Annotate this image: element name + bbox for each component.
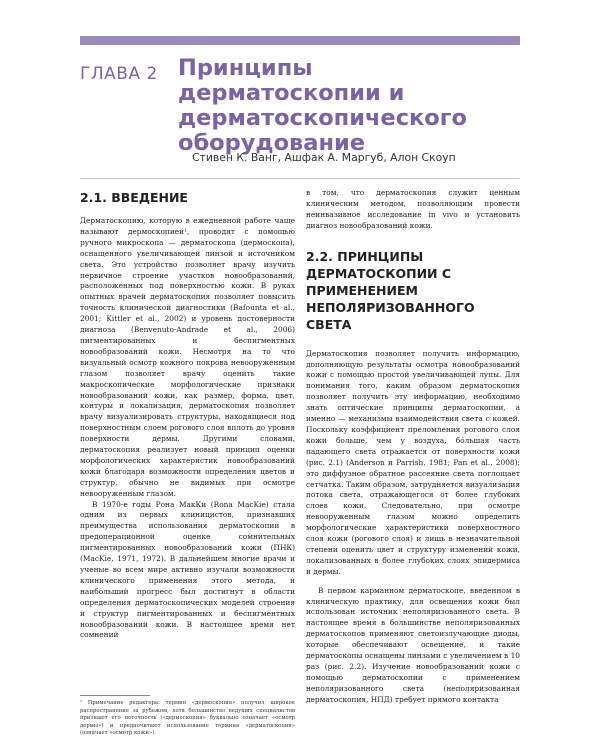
principles-paragraph-2: В первом карманном дерматоскопе, введенном в клиническую практику, для освещения кожи был использован источник неполяризованного света. В настоящее время в большинстве неполяризованных дерматоскопов применяют светоизлучающие диоды, которые обеспечивают освещение, и такие дерматоскопы оснащены линзами с увеличением в 10 раз (рис. 2.2). Изучение новообразований кожи с помощью дерматоскопии с применением неполяризованного света (неполяризованная дерматоскопия, НПД) требует прямого контакта [306, 585, 520, 704]
footnote-rule [80, 695, 150, 696]
chapter-label: ГЛАВА 2 [80, 64, 158, 84]
section-heading-principles: 2.2. ПРИНЦИПЫ ДЕРМАТОСКОПИИ С ПРИМЕНЕНИЕМ НЕПОЛЯРИЗОВАННОГО СВЕТА [306, 248, 475, 332]
footnote: ¹ Примечание редактора: термин «дермоскопия» получил широкое распространение за рубежом, хотя большинство ведущих специалистов признают его неточность («дермоскопия» буквально означает «осмотр дермы») и предпочитают использование термина «дерматоскопия» (означает «осмотр кожи»). [80, 700, 295, 737]
intro-paragraph-2: В 1970-е годы Рона МакКи (Rona MacKie) стала одним из первых клиницистов, признавших преимущества использования дерматоскопии в предоперационной оценке сомнительных пигментированных новообразований кожи (ПНК) (MacKie, 1971, 1972). В дальнейшем многие врачи и ученые во всем мире активно изучали возможности клинического применения этого метода, и наибольший прогресс был достигнут в области определения дерматоскопических моделей строения и структур пигментированных и беспигментных новообразований кожи. В настоящее время нет сомнений [80, 499, 295, 640]
authors-line: Стивен К. Ванг, Ашфак А. Маргуб, Алон Скоуп [192, 151, 456, 164]
principles-paragraph-1: Дерматоскопия позволяет получить информацию, дополняющую результаты осмотра новообразований кожи с помощью простой увеличивающей лупы. Для понимания того, каким образом дерматоскопия позволяет получить эту информацию, необходимо знать оптические принципы дерматоскопии, а именно — механизмы взаимодействия света с кожей. Поскольку коэффициент преломления рогового слоя кожи больше, чем у воздуха, бóльшая часть падающего света отражается от поверхности кожи (рис. 2.1) (Anderson и Parrish, 1981; Pan et al., 2008); это диффузное обратное рассеяние света поглощает сетчатка. Таким образом, затрудняется визуализация потока света, отражающегося от более глубоких слоев кожи. Следовательно, при осмотре невооруженным глазом можно определить морфологические характеристики поверхностного слоя кожи (рогового слоя) и лишь в незначительной степени оценить цвет и структуру изменений кожи, локализованных в более глубоких слоях эпидермиса и дермы. [306, 348, 520, 576]
section-heading-introduction: 2.1. ВВЕДЕНИЕ [80, 190, 188, 205]
intro-continuation: в том, что дерматоскопия служит ценным клиническим методом, позволяющим провести неинвазивное исследование in vivo и установить диагноз новообразований кожи. [306, 188, 520, 230]
chapter-title: Принципы дерматоскопии и дерматоскопического оборудование [178, 55, 467, 156]
header-divider [80, 178, 520, 179]
right-column [306, 188, 520, 706]
top-accent-bar [80, 36, 520, 45]
left-column [80, 188, 295, 641]
intro-paragraph-1: Дерматоскопию, которую в ежедневной работе чаще называют дермоскопией¹, проводят с помощью ручного микроскопа — дерматоскопа (дермоскопа), оснащенного увеличивающей линзой и источником света. Это устройство позволяет врачу изучить первичное строение участков новообразований, расположенных под поверхностью кожи. В руках опытных врачей дерматоскопия позволяет повысить точность клинической диагностики (Bafounta et al., 2001; Kittler et al., 2002) и уровень достоверности диагноза (Benvenuto-Andrade et al., 2006) пигментированных и беспигментных новообразований кожи. Несмотря на то что визуальный осмотр кожного покрова невооруженным глазом позволяет врачу оценить такие макроскопические морфологические признаки новообразований кожи, как размер, форма, цвет, контуры и локализация, дерматоскопия позволяет врачу визуализировать структуры, находящиеся под поверхностным слоем рогового слоя вплоть до уровня поверхности дермы. Другими словами, дерматоскопия реализует новый принцип оценки морфологических характеристик новообразований кожи благодаря возможности определения цветов и структур, обычно не видимых при осмотре невооруженным глазом. [80, 216, 295, 498]
